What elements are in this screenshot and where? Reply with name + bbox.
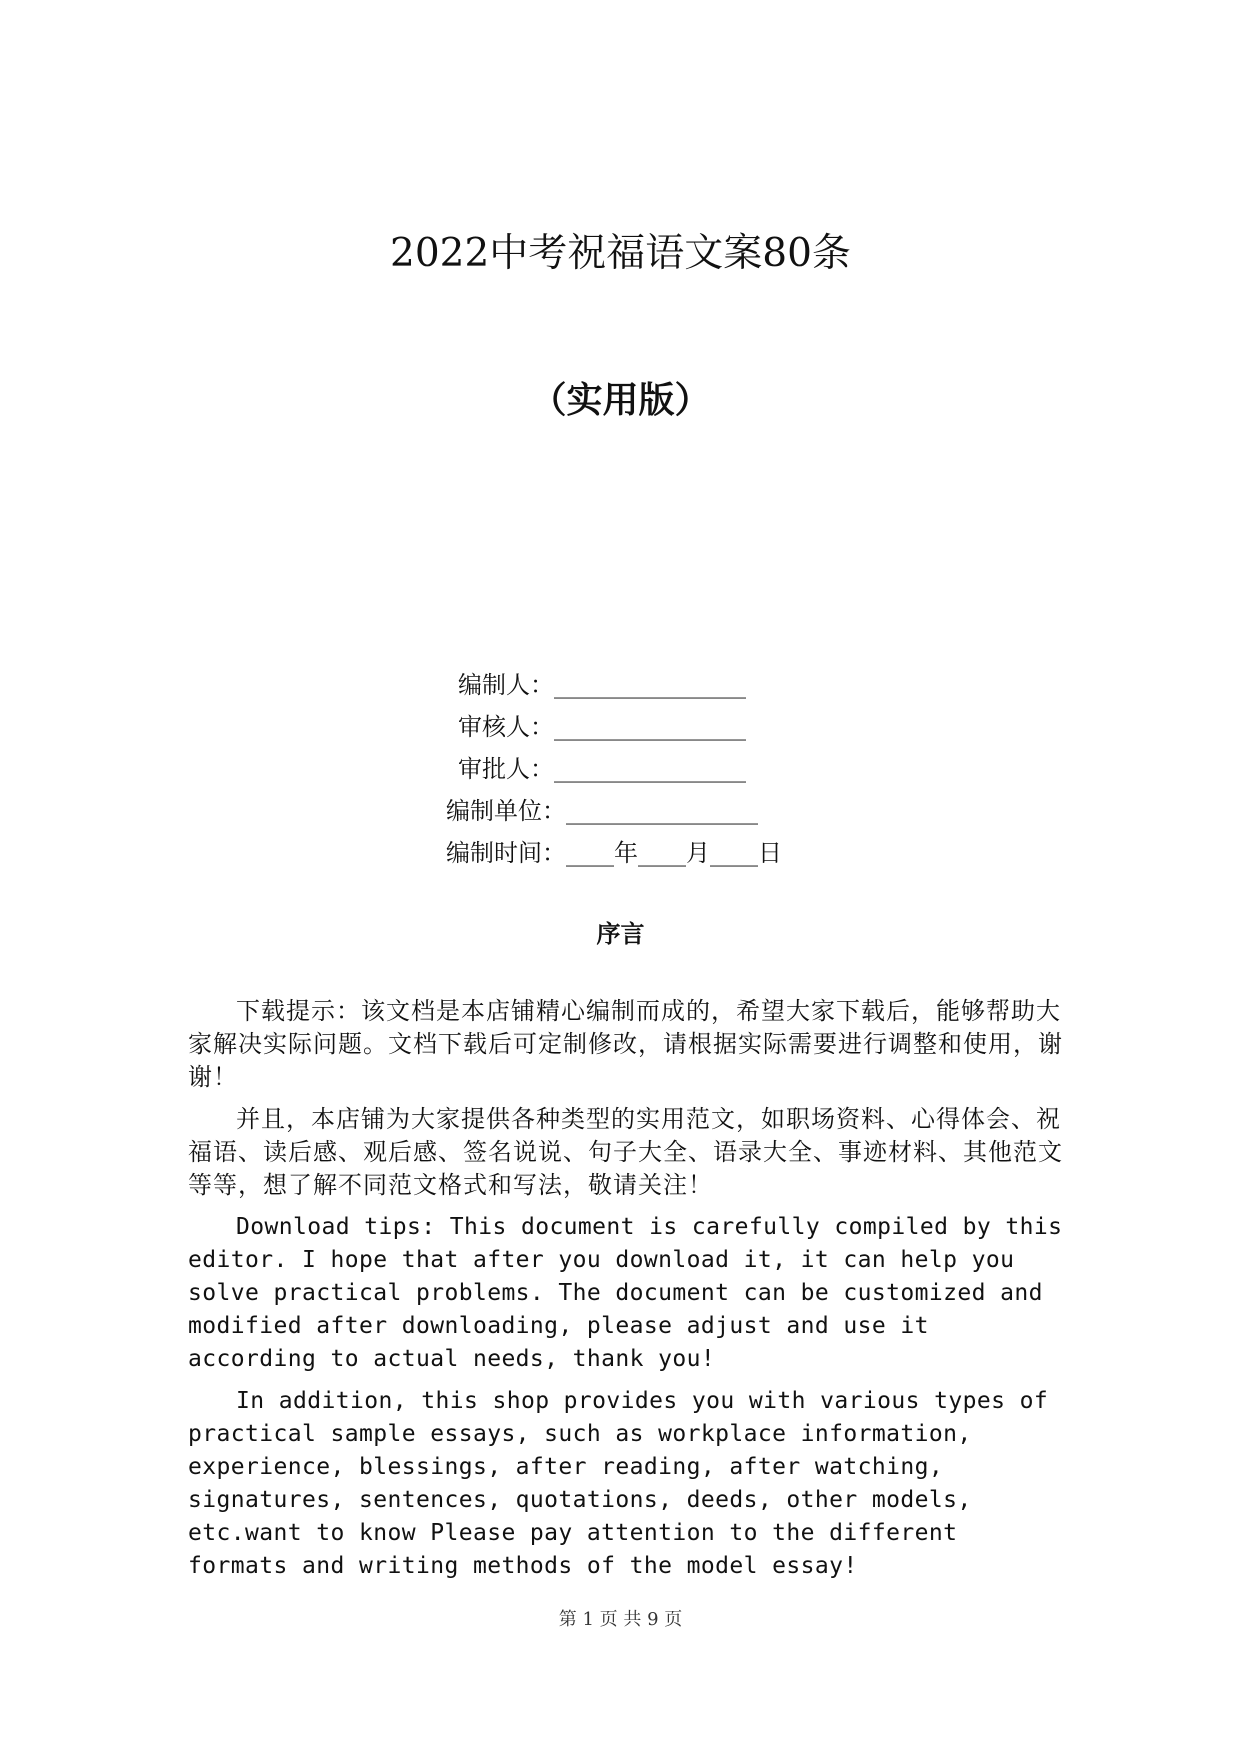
preface-body	[188, 995, 1068, 1592]
info-row-compiler: 编制人：________________	[458, 671, 746, 699]
info-row-unit: 编制单位：________________	[446, 797, 758, 825]
preface-paragraph-4: In addition, this shop provides you with various types of practical sample essays, such as workplace information, experience, blessings, after reading, after watching, signatures, sentences, quotations, deeds, other models, etc.want to know Please pay attention to the different formats and writing methods of the model essay!	[188, 1388, 1049, 1579]
document-subtitle: （实用版）	[530, 379, 711, 421]
preface-paragraph-1: 下载提示：该文档是本店铺精心编制而成的，希望大家下载后，能够帮助大家解决实际问题。文档下载后可定制修改，请根据实际需要进行调整和使用，谢谢！	[188, 997, 1063, 1091]
info-row-approver: 审批人：________________	[458, 755, 746, 783]
preface-paragraph-2: 并且，本店铺为大家提供各种类型的实用范文，如职场资料、心得体会、祝福语、读后感、观后感、签名说说、句子大全、语录大全、事迹材料、其他范文等等，想了解不同范文格式和写法，敬请关注！	[188, 1105, 1063, 1199]
info-block	[446, 664, 782, 874]
page-footer: 第 1 页 共 9 页	[558, 1609, 683, 1630]
document-title: 2022中考祝福语文案80条	[390, 231, 851, 276]
preface-paragraph-3: Download tips: This document is carefully compiled by this editor. I hope that after you download it, it can help you solve practical problems. The document can be customized and modified after downloading, please adjust and use it according to actual needs, thank you!	[188, 1214, 1063, 1372]
info-row-date: 编制时间：____年____月____日	[446, 839, 782, 867]
preface-title: 序言	[596, 919, 645, 948]
info-row-reviewer: 审核人：________________	[458, 713, 746, 741]
